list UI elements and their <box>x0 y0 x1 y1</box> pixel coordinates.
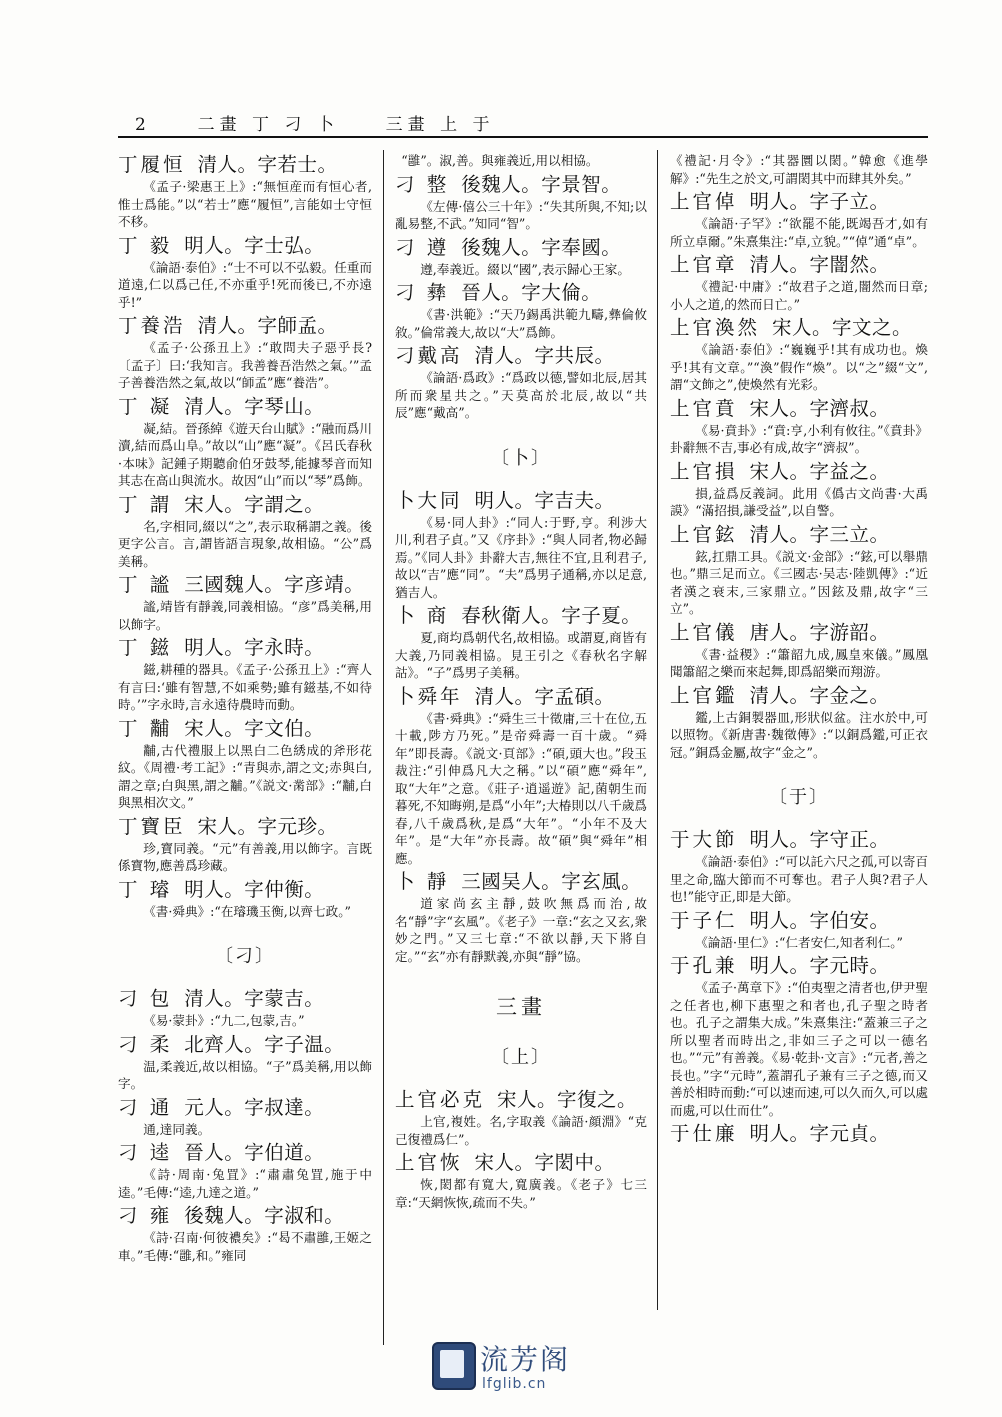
dictionary-entry <box>395 235 647 279</box>
dictionary-entry <box>670 1121 928 1147</box>
headword: 卜 靜 <box>395 870 450 893</box>
entry-explanation: 《論語·泰伯》:“巍巍乎!其有成功也。煥乎!其有文章。”“渙”假作“煥”。以“之”綴“文”,謂“文飾之”,使煥然有光彩。 <box>670 342 928 392</box>
column-divider-1 <box>383 150 384 1345</box>
entry-headline <box>670 315 928 341</box>
entry-explanation: 損,益爲反義詞。此用《僞古文尚書·大禹謨》“滿招損,謙受益”,以自警。 <box>670 485 928 518</box>
entry-headline <box>670 683 928 709</box>
entry-headline <box>118 986 372 1012</box>
person-era-and-style-name: 三國魏人。字彦靖。 <box>184 573 365 596</box>
entry-headline <box>118 1140 372 1166</box>
entry-headline <box>118 814 372 840</box>
person-era-and-style-name: 宋人。字益之。 <box>749 459 890 483</box>
entry-headline <box>670 1121 928 1147</box>
entry-explanation: 《書·洪範》:“天乃錫禹洪範九疇,彝倫攸敘。”倫常義大,故以“大”爲飾。 <box>395 307 647 340</box>
person-era-and-style-name: 春秋衛人。字子夏。 <box>461 604 642 627</box>
section-heading-yu: 〔于〕 <box>769 787 829 808</box>
dictionary-entry <box>395 343 647 422</box>
person-era-and-style-name: 唐人。字游韶。 <box>749 620 890 644</box>
headword: 刁 通 <box>118 1095 173 1119</box>
dictionary-entry <box>670 315 928 394</box>
headword: 于仕廉 <box>670 1122 738 1145</box>
entry-headline <box>118 635 372 661</box>
entry-explanation: 《詩·召南·何彼襛矣》:“曷不肅雝,王姬之車。”毛傳:“雝,和。”雍同 <box>118 1230 372 1263</box>
column-2 <box>395 152 647 1342</box>
entry-headline <box>118 1203 372 1229</box>
entry-headline <box>395 343 647 369</box>
entry-explanation: 温,柔義近,故以相協。“子”爲美稱,用以飾字。 <box>118 1058 372 1091</box>
headword: 上官恢 <box>395 1151 463 1174</box>
dictionary-entry <box>395 1087 647 1148</box>
entry-explanation: 《論語·子罕》:“欲罷不能,既竭吾才,如有所立卓爾。”朱熹集注:“卓,立貌。”“倬”通“卓”。 <box>670 216 928 249</box>
dictionary-entry <box>118 233 372 312</box>
dictionary-entry <box>395 488 647 602</box>
col2b-entries <box>395 488 647 966</box>
person-era-and-style-name: 三國吴人。字玄風。 <box>461 870 642 893</box>
entry-explanation: 《詩·周南·兔罝》:“肅肅兔罝,施于中逵。”毛傳:“逵,九達之道。” <box>118 1167 372 1200</box>
entry-explanation: 《論語·爲政》:“爲政以德,譬如北辰,居其所而衆星共之。”天莫高於北辰,故以“共辰”應“戴高”。 <box>395 370 647 420</box>
headword: 丁 毅 <box>118 233 173 257</box>
person-era-and-style-name: 元人。字叔達。 <box>184 1095 325 1119</box>
entry-headline <box>118 877 372 903</box>
dictionary-entry <box>670 683 928 762</box>
dictionary-entry <box>395 603 647 682</box>
section-heading-shang: 〔上〕 <box>491 1047 551 1068</box>
headword: 刁 雍 <box>118 1204 173 1227</box>
entry-explanation: 《禮記·中庸》:“故君子之道,闇然而日章;小人之道,的然而日亡。” <box>670 279 928 312</box>
entry-headline <box>395 1087 647 1113</box>
dictionary-entry <box>118 313 372 392</box>
dictionary-entry <box>118 1140 372 1201</box>
headword: 刁 彝 <box>395 281 450 304</box>
dictionary-entry <box>670 953 928 1119</box>
headword: 于大節 <box>670 828 738 851</box>
entry-explanation: 《論語·里仁》:“仁者安仁,知者利仁。” <box>695 934 903 950</box>
headword: 刁 整 <box>395 172 450 196</box>
entry-headline <box>670 620 928 646</box>
headword: 上官賁 <box>670 396 738 420</box>
section-heading-diao: 〔刁〕 <box>215 946 275 967</box>
headword: 上官必克 <box>395 1088 486 1111</box>
entry-explanation: 夏,商均爲朝代名,故相協。或謂夏,商皆有大義,乃同義相協。見王引之《春秋名字解詁》。“子”爲男子美稱。 <box>395 630 647 680</box>
entry-headline <box>395 172 647 198</box>
entry-explanation: 名,字相同,綴以“之”,表示取稱謂之義。後更字公言。言,謂皆語言現象,故相協。“公”爲美稱。 <box>118 518 372 569</box>
col1-entries <box>118 152 372 920</box>
dictionary-entry <box>118 1095 372 1139</box>
watermark-logo <box>432 1336 582 1400</box>
entry-explanation: 凝,結。晉孫綽《遊天台山賦》:“融而爲川瀆,結而爲山阜。”故以“山”應“凝”。《呂氏春秋·本味》記鍾子期聽俞伯牙鼓琴,能據琴音而知其志在高山與流水。故因“山”而以“琴”爲飾。 <box>118 420 372 488</box>
headword: 卜舜年 <box>395 684 463 708</box>
entry-headline <box>395 869 647 895</box>
headword: 上官章 <box>670 253 738 276</box>
person-era-and-style-name: 明人。字吉夫。 <box>474 488 615 512</box>
person-era-and-style-name: 晉人。字大倫。 <box>461 281 602 304</box>
entry-headline <box>395 1150 647 1176</box>
entry-headline <box>118 152 372 178</box>
person-era-and-style-name: 清人。字若士。 <box>197 153 338 176</box>
headword: 上官倬 <box>670 190 738 213</box>
header-rule <box>118 136 928 138</box>
watermark-url: lfglib.cn <box>482 1376 547 1392</box>
person-era-and-style-name: 清人。字孟碩。 <box>474 684 615 708</box>
col1b-entries <box>118 986 372 1264</box>
headword: 上官鉉 <box>670 522 738 546</box>
dictionary-entry <box>118 814 372 875</box>
person-era-and-style-name: 宋人。字元珍。 <box>197 814 338 838</box>
entry-headline <box>395 235 647 261</box>
entry-headline <box>670 189 928 215</box>
person-era-and-style-name: 明人。字子立。 <box>749 190 890 213</box>
dictionary-entry <box>118 572 372 633</box>
col2-entries <box>395 172 647 422</box>
entry-headline <box>118 1095 372 1121</box>
col3b-entries <box>670 827 928 1147</box>
headword: 丁 凝 <box>118 394 173 418</box>
dictionary-entry <box>670 189 928 250</box>
dictionary-entry <box>118 986 372 1030</box>
headword: 于孔兼 <box>670 954 738 977</box>
person-era-and-style-name: 後魏人。字淑和。 <box>184 1204 345 1227</box>
header-right-section: 三畫 上 于 <box>385 115 495 135</box>
headword: 丁 謐 <box>118 573 173 596</box>
entry-headline <box>670 827 928 853</box>
headword: 上官損 <box>670 459 738 483</box>
dictionary-entry <box>670 396 928 457</box>
entry-headline <box>670 522 928 548</box>
column-1 <box>118 152 372 1337</box>
person-era-and-style-name: 宋人。字文之。 <box>772 316 913 339</box>
entry-explanation: 遵,奉義近。綴以“國”,表示歸心王家。 <box>420 261 630 277</box>
headword: 刁 逵 <box>118 1141 173 1164</box>
dictionary-entry <box>118 394 372 490</box>
entry-explanation: 《書·益稷》:“簫韶九成,鳳皇來儀。”鳳凰聞簫韶之樂而來起舞,即爲韶樂而翔游。 <box>670 646 928 679</box>
person-era-and-style-name: 清人。字共辰。 <box>474 344 615 367</box>
headword: 丁 黼 <box>118 716 173 740</box>
entry-explanation: 黼,古代禮服上以黑白二色綉成的斧形花紋。《周禮·考工記》:“青與赤,謂之文;赤與白,謂之章;白與黑,謂之黼。”《説文·黹部》:“黼,白與黑相次文。” <box>118 742 372 810</box>
entry-explanation: 《易·同人卦》:“同人:于野,亨。利涉大川,利君子貞。”又《序卦》:“與人同者,物必歸焉。”《同人卦》卦辭大吉,無往不宜,且利君子,故以“吉”應“同”。“夫”爲男子通稱,亦以足意,猶吉人。 <box>395 514 647 600</box>
headword: 丁履恒 <box>118 153 186 176</box>
entry-explanation: 鎡,耕種的器具。《孟子·公孫丑上》:“齊人有言曰:‘雖有智慧,不如乘勢;雖有鎡基,不如待時。’”字永時,言永遠待農時而動。 <box>118 662 372 712</box>
headword: 上官渙然 <box>670 316 761 339</box>
entry-headline <box>395 488 647 514</box>
entry-explanation: 《孟子·萬章下》:“伯夷聖之清者也,伊尹聖之任者也,柳下惠聖之和者也,孔子聖之時者也。孔子之謂集大成。”朱熹集注:“蓋兼三子之所以聖者而時出之,非如三子之可以一德名也。”“元”有善義。《易·乾卦·文言》:“元者,善之長也。”字“元時”,蓋謂孔子兼有三子之德,而又善於相時而動:“可以速而速,可以久而久,可以處而處,可以仕而仕”。 <box>670 980 928 1118</box>
running-header <box>135 110 925 135</box>
headword: 卜大同 <box>395 488 463 512</box>
entry-explanation: 《易·蒙卦》:“九二,包蒙,吉。” <box>143 1013 305 1028</box>
entry-headline <box>670 459 928 485</box>
entry-headline <box>118 233 372 259</box>
dictionary-entry <box>670 620 928 681</box>
person-era-and-style-name: 後魏人。字奉國。 <box>461 235 622 259</box>
entry-explanation: 《論語·泰伯》:“士不可以不弘毅。任重而道遠,仁以爲己任,不亦重乎!死而後已,不亦遠乎!” <box>118 259 372 310</box>
dictionary-entry <box>118 492 372 571</box>
entry-explanation: 鑑,上古銅製器皿,形狀似盆。注水於中,可以照物。《新唐書·魏徵傳》:“以銅爲鑑,可正衣冠。”銅爲金屬,故字“金之”。 <box>670 709 928 760</box>
dictionary-entry <box>118 1032 372 1093</box>
entry-explanation: 上官,複姓。名,字取義《論語·顔淵》“克己復禮爲仁”。 <box>395 1114 647 1147</box>
entry-explanation: 謐,靖皆有靜義,同義相協。“彦”爲美稱,用以飾字。 <box>118 599 372 632</box>
column-3 <box>670 152 928 1312</box>
entry-explanation: 《孟子·公孫丑上》:“敢問夫子惡乎長?〔孟子〕曰:‘我知言。我善養吾浩然之氣。’”孟子善養浩然之氣,故以“師孟”應“養浩”。 <box>118 340 372 390</box>
dictionary-entry <box>118 877 372 921</box>
person-era-and-style-name: 晉人。字伯道。 <box>184 1141 325 1164</box>
dictionary-entry <box>118 635 372 714</box>
person-era-and-style-name: 明人。字元時。 <box>749 954 890 977</box>
entry-headline <box>395 684 647 710</box>
entry-explanation: 恢,閎都有寬大,寬廣義。《老子》七三章:“天網恢恢,疏而不失。” <box>395 1177 647 1210</box>
headword: 刁 包 <box>118 987 173 1010</box>
dictionary-entry <box>395 172 647 233</box>
headword: 刁 遵 <box>395 235 450 259</box>
dictionary-entry <box>670 252 928 313</box>
entry-headline <box>395 603 647 629</box>
person-era-and-style-name: 宋人。字閎中。 <box>474 1151 615 1174</box>
entry-explanation: 《論語·泰伯》:“可以託六尺之孤,可以寄百里之命,臨大節而不可奪也。君子人與?君子人也!”能守正,即是大節。 <box>670 854 928 904</box>
headword: 上官鑑 <box>670 683 738 707</box>
entry-headline <box>118 394 372 420</box>
headword: 刁戴高 <box>395 344 463 367</box>
continued-text: 《禮記·月令》:“其器圜以閎。”韓愈《進學解》:“先生之於文,可謂閎其中而肆其外矣。” <box>670 153 928 186</box>
headword: 上官儀 <box>670 620 738 644</box>
dictionary-entry <box>118 152 372 231</box>
person-era-and-style-name: 明人。字仲衡。 <box>184 877 325 901</box>
person-era-and-style-name: 清人。字三立。 <box>749 522 890 546</box>
dictionary-entry <box>118 716 372 812</box>
entry-explanation: 《書·舜典》:“在璿璣玉衡,以齊七政。” <box>143 903 351 919</box>
entry-headline <box>395 280 647 306</box>
person-era-and-style-name: 宋人。字謂之。 <box>184 492 325 516</box>
person-era-and-style-name: 宋人。字文伯。 <box>184 716 325 740</box>
col2c-entries <box>395 1087 647 1211</box>
headword: 丁 謂 <box>118 492 173 516</box>
person-era-and-style-name: 北齊人。字子温。 <box>184 1032 345 1056</box>
person-era-and-style-name: 明人。字永時。 <box>184 636 325 659</box>
entry-explanation: 鉉,扛鼎工具。《説文·金部》:“鉉,可以舉鼎也。”鼎三足而立。《三國志·吴志·陸凱傳》:“近者漢之衰末,三家鼎立。”因鉉及鼎,故字“三立”。 <box>670 548 928 616</box>
person-era-and-style-name: 明人。字伯安。 <box>749 908 890 932</box>
person-era-and-style-name: 清人。字金之。 <box>749 683 890 707</box>
entry-explanation: 珍,寶同義。“元”有善義,用以飾字。言既係寶物,應善爲珍藏。 <box>118 840 372 873</box>
section-heading-bu: 〔卜〕 <box>491 447 551 469</box>
column-divider-2 <box>657 150 658 1310</box>
dictionary-entry <box>670 522 928 618</box>
headword: 丁 璿 <box>118 877 173 901</box>
entry-explanation: 通,達同義。 <box>143 1121 211 1137</box>
entry-explanation: 《孟子·梁惠王上》:“無恒産而有恒心者,惟士爲能。”以“若士”應“履恒”,言能如士守恒不移。 <box>118 179 372 229</box>
person-era-and-style-name: 後魏人。字景智。 <box>461 172 622 196</box>
headword: 丁寶臣 <box>118 814 186 838</box>
headword: 于子仁 <box>670 908 738 932</box>
dictionary-entry <box>118 1203 372 1264</box>
page-number: 2 <box>135 115 151 135</box>
dictionary-entry <box>670 459 928 520</box>
person-era-and-style-name: 明人。字士弘。 <box>184 233 325 257</box>
entry-explanation: 《左傳·僖公三十年》:“失其所與,不知;以亂易整,不武。”知同“智”。 <box>395 198 647 231</box>
headword: 丁養浩 <box>118 314 186 337</box>
person-era-and-style-name: 清人。字蒙吉。 <box>184 987 325 1010</box>
headword: 刁 柔 <box>118 1032 173 1056</box>
entry-headline <box>118 716 372 742</box>
entry-headline <box>118 1032 372 1058</box>
person-era-and-style-name: 明人。字元貞。 <box>749 1122 890 1145</box>
entry-headline <box>118 572 372 598</box>
entry-headline <box>670 252 928 278</box>
dictionary-entry <box>395 1150 647 1211</box>
entry-explanation: 《易·賁卦》:“賁:亨,小利有攸往。”《賁卦》卦辭無不吉,事必有成,故字“濟叔”。 <box>670 422 928 455</box>
entry-headline <box>670 908 928 934</box>
section-heading-three-strokes: 三畫 <box>496 995 546 1019</box>
person-era-and-style-name: 清人。字闇然。 <box>749 253 890 276</box>
entry-headline <box>118 492 372 518</box>
dictionary-entry <box>395 684 647 868</box>
headword: 卜 商 <box>395 604 450 627</box>
watermark-brand: 流芳阁 <box>480 1343 571 1376</box>
dictionary-entry <box>395 869 647 965</box>
person-era-and-style-name: 清人。字琴山。 <box>184 394 325 418</box>
person-era-and-style-name: 宋人。字復之。 <box>497 1088 638 1111</box>
book-icon <box>432 1342 476 1390</box>
dictionary-entry <box>670 827 928 906</box>
person-era-and-style-name: 宋人。字濟叔。 <box>749 396 890 420</box>
person-era-and-style-name: 清人。字師孟。 <box>197 314 338 337</box>
entry-headline <box>118 313 372 339</box>
col3-entries <box>670 189 928 761</box>
entry-headline <box>670 953 928 979</box>
continued-text: “雝”。淑,善。與雍義近,用以相協。 <box>401 153 599 168</box>
dictionary-entry <box>395 280 647 341</box>
entry-headline <box>670 396 928 422</box>
dictionary-entry <box>670 908 928 952</box>
person-era-and-style-name: 明人。字守正。 <box>749 828 890 851</box>
entry-explanation: 《書·舜典》:“舜生三十徵庸,三十在位,五十載,陟方乃死。”是帝舜壽一百十歲。“舜年”即長壽。《説文·頁部》:“碩,頭大也。”段玉裁注:“引伸爲凡大之稱。”以“碩”應“舜年”,取“大年”之意。《莊子·逍遥遊》記,菌朝生而暮死,不知晦朔,是爲“小年”;大椿則以八千歲爲春,八千歲爲秋,是爲“大年”。“小年不及大年”。是“大年”亦長壽。故“碩”與“舜年”相應。 <box>395 710 647 866</box>
headword: 丁 鎡 <box>118 636 173 659</box>
header-left-section: 二畫 丁 刁 卜 <box>197 115 339 135</box>
entry-explanation: 道家尚玄主靜,鼓吹無爲而治,故名“靜”字“玄風”。《老子》一章:“玄之又玄,衆妙之門。”又三七章:“不欲以靜,天下將自定。”“玄”亦有靜默義,亦與“靜”協。 <box>395 896 647 964</box>
